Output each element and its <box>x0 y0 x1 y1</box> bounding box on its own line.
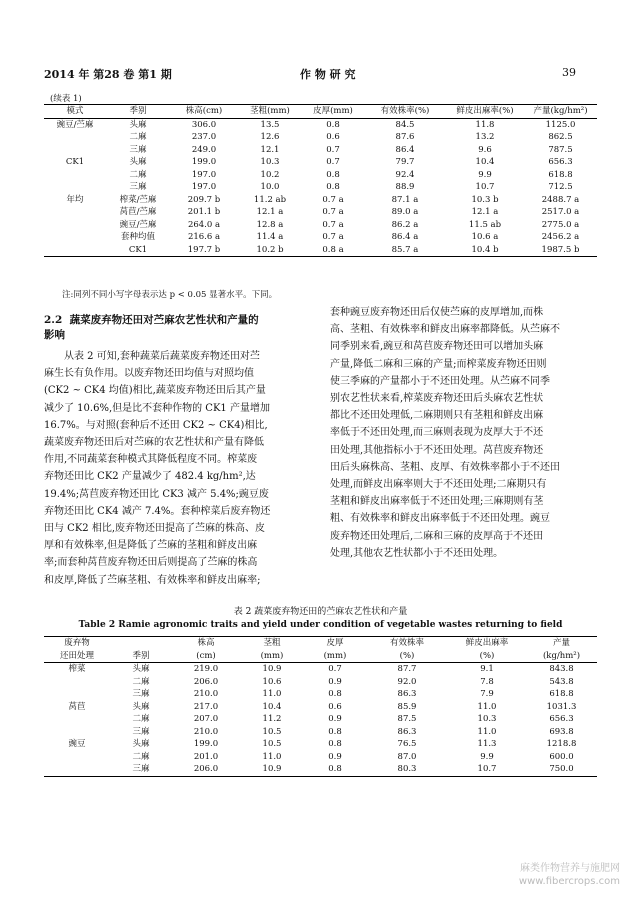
table2-header-cell <box>110 637 172 650</box>
table2-cell: 86.3 <box>397 689 417 699</box>
table2-cell: 206.0 <box>193 764 219 774</box>
table1-cell: 13.2 <box>475 132 495 142</box>
table2-cell: 豌豆 <box>68 739 86 749</box>
table2-cell: 10.5 <box>262 726 282 737</box>
table1-header-cell: 模式 <box>66 106 84 116</box>
table2-cell: 85.9 <box>397 701 417 712</box>
table-row <box>44 118 597 131</box>
table1-cell: 9.9 <box>478 169 492 180</box>
table1-header-cell: 有效株率(%) <box>380 106 430 116</box>
table1-cell: 712.5 <box>548 182 573 192</box>
table2-cell: 三麻 <box>132 764 150 774</box>
table2-cell: 199.0 <box>193 739 219 749</box>
table2-cell: 三麻 <box>132 726 150 737</box>
table2-cell: 7.9 <box>480 689 494 699</box>
journal-title: 作 物 研 究 <box>300 68 356 81</box>
table1-cell: 头麻 <box>129 157 147 167</box>
table-row <box>44 194 597 207</box>
table2 <box>44 636 597 777</box>
table1-cell: 656.3 <box>548 157 573 167</box>
section-number: 2.2 <box>44 314 63 326</box>
text-line: 废弃物还田处理后,二麻和三麻的皮厚高于不还田 <box>330 530 544 542</box>
table1-cell: 榨菜/苎麻 <box>119 194 157 205</box>
table-row <box>44 144 597 157</box>
text-line: 套种豌豆废弃物还田后仅使苎麻的皮厚增加,而株 <box>330 307 544 318</box>
table2-cell: 0.8 <box>328 689 342 699</box>
table1-cell: 年均 <box>66 194 84 205</box>
table1-header-cell: 茎粗(mm) <box>250 106 290 116</box>
table1-cell: 0.7 a <box>322 219 344 230</box>
table1-cell: 84.5 <box>395 119 415 130</box>
table1-cell: 10.4 <box>475 157 495 167</box>
table2-cell: 750.0 <box>549 764 574 774</box>
table1-cell: 0.7 <box>326 144 340 155</box>
table1-cell <box>44 244 106 257</box>
table1-cell: 10.4 b <box>471 244 499 255</box>
table-row <box>44 701 597 714</box>
text-line: (CK2 ~ CK4 均值)相比,蔬菜废弃物还田后其产量 <box>44 385 266 397</box>
table2-header-cell: 茎粗 <box>263 638 281 648</box>
table1-cell: 12.6 <box>260 132 280 142</box>
text-line: 产量,降低二麻和三麻的产量;而榨菜废弃物还田则 <box>330 358 547 370</box>
table1-cell: 11.5 ab <box>468 219 502 230</box>
table2-cell: 0.8 <box>328 739 342 749</box>
table2-cell: 头麻 <box>132 664 150 674</box>
table2-cell: 219.0 <box>193 664 219 674</box>
table1-cell: 197.0 <box>191 182 217 192</box>
table1-cell: 306.0 <box>191 119 217 130</box>
table1-cell: 12.1 <box>260 144 280 155</box>
table1-cell: 2488.7 a <box>541 194 580 205</box>
table1-header-cell: 产量(kg/hm²) <box>533 106 588 116</box>
table2-header-cell: 鲜皮出麻率 <box>465 638 509 648</box>
watermark <box>420 862 620 888</box>
table2-header-cell: 季别 <box>132 650 150 661</box>
table2-cell: 11.0 <box>477 726 497 737</box>
table2-cell: 843.8 <box>549 664 574 674</box>
table1-cell: 86.2 a <box>391 219 419 230</box>
table1-cell: 89.0 a <box>391 207 419 217</box>
table-row <box>44 181 597 194</box>
table2-cell: 80.3 <box>397 764 417 774</box>
table2-cell: 二麻 <box>132 676 150 687</box>
table2-cell: 三麻 <box>132 689 150 699</box>
table1-cell: 二麻 <box>129 169 147 180</box>
table1-cell: 0.8 <box>326 182 340 192</box>
watermark-line2: www.fibercrops.com <box>518 876 620 887</box>
table2-cell: 11.0 <box>262 689 282 699</box>
text-line: 作用,不同蔬菜套种模式其降低程度不同。榨菜废 <box>44 454 258 466</box>
table1-cell: 莴苣/苎麻 <box>119 207 157 217</box>
table2-cell: 87.5 <box>397 714 417 724</box>
text-line: 高、茎粗、有效株率和鲜皮出麻率都降低。从苎麻不 <box>330 324 560 336</box>
table1-cell: 10.2 b <box>256 244 284 255</box>
text-line: 从表 2 可知,套种蔬菜后蔬菜废弃物还田对苎 <box>64 351 260 362</box>
journal-issue: 2014 年 第28 卷 第1 期 <box>44 68 172 81</box>
table-row <box>44 688 597 701</box>
table1-cell: 618.8 <box>548 169 573 180</box>
table2-cell: 11.2 <box>262 714 282 724</box>
table2-cell: 0.9 <box>328 676 342 687</box>
table1-cell: 二麻 <box>129 132 147 142</box>
table2-cell: 11.3 <box>477 739 497 749</box>
table2-cell: 210.0 <box>193 689 219 699</box>
text-line: 都比不还田处理低,二麻期则只有茎粗和鲜皮出麻 <box>330 410 544 422</box>
table2-cell: 0.7 <box>328 664 342 674</box>
table-row <box>44 131 597 144</box>
table1-cell: 10.3 <box>260 157 280 167</box>
table1-cell: 2517.0 a <box>541 207 580 217</box>
table1-cell <box>44 169 106 182</box>
table2-cell: 1218.8 <box>546 739 577 749</box>
table1-header-cell: 季别 <box>129 106 147 116</box>
text-line: 使三季麻的产量都小于不还田处理。从苎麻不同季 <box>330 375 550 387</box>
table2-cell: 206.0 <box>193 676 219 687</box>
table2-cell: 榨菜 <box>68 664 86 674</box>
table2-cell: 10.9 <box>262 764 282 774</box>
table2-cell <box>44 688 110 701</box>
text-line: 田后头麻株高、茎粗、皮厚、有效株率都小于不还田 <box>330 461 560 473</box>
table1-cell <box>44 144 106 157</box>
watermark-line1: 麻类作物营养与施肥网 <box>520 863 620 874</box>
table2-cell: 656.3 <box>549 714 574 724</box>
table-row <box>44 156 597 169</box>
table-row <box>44 206 597 219</box>
table1-cell: 0.7 <box>326 157 340 167</box>
table2-header-cell: 产量 <box>552 638 570 648</box>
table1-cell: 92.4 <box>395 169 415 180</box>
table2-header-cell: (%) <box>399 650 415 661</box>
table1-cell: 9.6 <box>478 144 492 155</box>
table2-cell: 693.8 <box>549 726 574 737</box>
table2-cell: 87.0 <box>397 751 417 762</box>
table-row <box>44 219 597 232</box>
table1-cell: 豌豆/苎麻 <box>56 119 94 130</box>
table1 <box>44 104 597 257</box>
table1-cell: 0.7 a <box>322 207 344 217</box>
table1-cell: 79.7 <box>395 157 415 167</box>
text-line: 处理,而鲜皮出麻率则大于不还田处理;二麻期只有 <box>330 479 547 491</box>
table2-cell: 87.7 <box>397 664 417 674</box>
table2-cell: 10.7 <box>477 764 497 774</box>
table2-header-cell: 皮厚 <box>326 638 344 648</box>
table2-cell <box>44 713 110 726</box>
table2-cell: 0.8 <box>328 764 342 774</box>
table1-cell: 三麻 <box>129 144 147 155</box>
table1-continued-label: (续表 1) <box>50 94 82 104</box>
table2-cell: 86.3 <box>397 726 417 737</box>
table1-cell: 0.8 <box>326 119 340 130</box>
table1-cell: 10.2 <box>260 169 280 180</box>
table1-cell: 11.2 ab <box>253 194 287 205</box>
table1-cell: 87.1 a <box>391 194 419 205</box>
table1-cell: 10.6 a <box>471 232 499 242</box>
table1-cell <box>44 181 106 194</box>
table-row <box>44 751 597 764</box>
table2-cell: 618.8 <box>549 689 574 699</box>
table1-cell <box>44 219 106 232</box>
text-line: 弃物还田比 CK2 产量减少了 482.4 kg/hm²,达 <box>44 471 256 483</box>
table1-cell: 10.3 b <box>471 194 499 205</box>
table1-cell: CK1 <box>65 157 85 167</box>
table2-header-cell: 有效株率 <box>389 638 424 648</box>
table-row <box>44 231 597 244</box>
table1-cell: 201.1 b <box>187 207 221 217</box>
text-line: 弃物还田比 CK4 减产 7.4%。套种榨菜后废弃物还 <box>44 505 271 517</box>
table-row <box>44 169 597 182</box>
table2-cell <box>44 676 110 689</box>
table1-cell: 216.6 a <box>187 232 221 242</box>
right-column-text <box>330 304 598 562</box>
text-line: 别农艺性状来看,榨菜废弃物还田后头麻农艺性状 <box>330 393 544 405</box>
table2-caption-en: Table 2 Ramie agronomic traits and yield under condition of vegetable wastes returning to field <box>78 620 563 630</box>
text-line: 16.7%。与对照(套种后不还田 CK2 ~ CK4)相比, <box>44 419 268 431</box>
table1-cell: 197.7 b <box>187 244 221 255</box>
table1-cell: 套种均值 <box>120 232 155 242</box>
table-row <box>44 763 597 776</box>
table2-cell: 9.9 <box>480 751 494 762</box>
table2-cell: 二麻 <box>132 714 150 724</box>
text-line: 蔬菜废弃物还田后对苎麻的农艺性状和产量有降低 <box>44 437 264 449</box>
table1-cell: 237.0 <box>191 132 217 142</box>
table2-cell: 0.6 <box>328 701 342 712</box>
text-line: 率低于不还田处理,而三麻则表现为皮厚大于不还 <box>330 427 544 439</box>
text-line: 田处理,其他指标小于不还田处理。莴苣废弃物还 <box>330 444 544 456</box>
table2-cell <box>44 763 110 776</box>
left-column-text <box>44 348 316 589</box>
table2-header-cell: (mm) <box>323 650 347 661</box>
table1-cell: 0.6 <box>326 132 340 142</box>
table2-cell: 1031.3 <box>546 701 577 712</box>
table-row <box>44 676 597 689</box>
table2-cell: 207.0 <box>193 714 219 724</box>
table-row <box>44 726 597 739</box>
text-line: 麻生长有负作用。以废弃物还田均值与对照均值 <box>44 368 254 380</box>
table-row <box>44 738 597 751</box>
text-line: 田与 CK2 相比,废弃物还田提高了苎麻的株高、皮 <box>44 523 266 535</box>
table2-cell: 头麻 <box>132 739 150 749</box>
table1-cell: 13.5 <box>260 119 280 130</box>
table2-cell: 头麻 <box>132 701 150 712</box>
table2-cell: 10.5 <box>262 739 282 749</box>
table2-cell: 92.0 <box>397 676 417 687</box>
table-row <box>44 713 597 726</box>
table1-cell <box>44 206 106 219</box>
table1-cell <box>44 231 106 244</box>
text-line: 率;而套种莴苣废弃物还田后则提高了苎麻的株高 <box>44 557 258 569</box>
table2-cell: 0.9 <box>328 751 342 762</box>
text-line: 减少了 10.6%,但是比不套种作物的 CK1 产量增加 <box>44 402 270 414</box>
table2-cell: 10.3 <box>477 714 497 724</box>
table1-header-cell: 株高(cm) <box>185 106 223 116</box>
text-line: 厚和有效株率,但是降低了苎麻的茎粗和鲜皮出麻 <box>44 540 258 552</box>
table2-cell: 10.6 <box>262 676 282 687</box>
table1-cell: 264.0 a <box>187 219 221 230</box>
section-title-line1: 蔬菜废弃物还田对苎麻农艺性状和产量的 <box>69 314 259 326</box>
text-line: 和皮厚,降低了苎麻茎粗、有效株率和鲜皮出麻率; <box>44 574 261 586</box>
table1-cell: 11.4 a <box>256 232 284 242</box>
table2-cell: 0.9 <box>328 714 342 724</box>
table1-cell: 12.1 a <box>256 207 284 217</box>
table2-header-cell: 株高 <box>197 638 215 648</box>
page-number: 39 <box>562 66 576 79</box>
table1-header-cell: 皮厚(mm) <box>313 106 353 116</box>
table2-cell <box>44 751 110 764</box>
table1-cell: 0.8 a <box>322 244 344 255</box>
table1-cell: 11.8 <box>475 119 495 130</box>
text-line: 19.4%;莴苣废弃物还田比 CK3 减产 5.4%;豌豆废 <box>44 488 269 500</box>
table1-cell: 199.0 <box>191 157 217 167</box>
table1-header-cell: 鲜皮出麻率(%) <box>456 106 514 116</box>
table1-cell: 85.7 a <box>391 244 419 255</box>
table2-header-cell: 废弃物 <box>64 638 90 648</box>
table1-cell: 1987.5 b <box>541 244 580 255</box>
table1-cell: 86.4 a <box>391 232 419 242</box>
table2-cell: 7.8 <box>480 676 494 687</box>
table1-cell: 197.0 <box>191 169 217 180</box>
table1-cell: 2456.2 a <box>541 232 580 242</box>
table2-cell: 201.0 <box>193 751 219 762</box>
table1-cell: 三麻 <box>129 182 147 192</box>
section-title-line2: 影响 <box>44 329 65 341</box>
table2-header-cell: (cm) <box>196 650 216 661</box>
table2-cell: 11.0 <box>477 701 497 712</box>
table1-cell: CK1 <box>128 244 148 255</box>
table2-header-cell: (kg/hm²) <box>542 650 581 661</box>
table1-cell: 0.7 a <box>322 194 344 205</box>
table1-cell <box>44 131 106 144</box>
table1-cell: 豌豆/苎麻 <box>119 219 157 230</box>
section-heading <box>44 313 316 343</box>
table2-cell: 543.8 <box>549 676 574 687</box>
text-line: 同季别来看,豌豆和莴苣废弃物还田可以增加头麻 <box>330 341 544 353</box>
table2-cell: 9.1 <box>480 664 494 674</box>
table2-header-cell: 还田处理 <box>59 650 94 661</box>
table1-cell: 头麻 <box>129 119 147 130</box>
table1-cell: 862.5 <box>548 132 573 142</box>
table1-cell: 787.5 <box>548 144 573 155</box>
table1-cell: 249.0 <box>191 144 217 155</box>
table1-cell: 1125.0 <box>545 119 576 130</box>
text-line: 处理,其他农艺性状都小于不还田处理。 <box>330 547 504 559</box>
table2-cell: 217.0 <box>193 701 219 712</box>
table2-cell: 10.4 <box>262 701 282 712</box>
table1-cell: 10.7 <box>475 182 495 192</box>
table2-cell: 二麻 <box>132 751 150 762</box>
table1-cell: 10.0 <box>260 182 280 192</box>
table2-cell: 10.9 <box>262 664 282 674</box>
table2-cell: 600.0 <box>549 751 574 762</box>
text-line: 茎粗和鲜皮出麻率低于不还田处理;三麻期则有茎 <box>330 496 544 508</box>
table1-cell: 2775.0 a <box>541 219 580 230</box>
table1-cell: 0.7 a <box>322 232 344 242</box>
table2-header-cell: (mm) <box>260 650 284 661</box>
table-row <box>44 663 597 676</box>
table1-cell: 12.8 a <box>256 219 284 230</box>
table2-cell: 莴苣 <box>68 701 86 712</box>
table1-cell: 88.9 <box>395 182 415 192</box>
table2-cell: 210.0 <box>193 726 219 737</box>
table1-cell: 0.8 <box>326 169 340 180</box>
table2-cell: 76.5 <box>397 739 417 749</box>
table1-cell: 86.4 <box>395 144 415 155</box>
text-line: 粗、有效株率和鲜皮出麻率低于不还田处理。豌豆 <box>330 513 550 525</box>
table2-header-cell: (%) <box>479 650 495 661</box>
table1-cell: 12.1 a <box>471 207 499 217</box>
table1-cell: 87.6 <box>395 132 415 142</box>
table2-cell <box>44 726 110 739</box>
table-row <box>44 244 597 257</box>
table1-cell: 209.7 b <box>187 194 221 205</box>
table2-cell: 0.8 <box>328 726 342 737</box>
table1-note: 注:同列不同小写字母表示达 p < 0.05 显著水平。下同。 <box>62 290 278 300</box>
table2-cell: 11.0 <box>262 751 282 762</box>
table2-caption-cn: 表 2 蔬菜废弃物还田的苎麻农艺性状和产量 <box>233 607 408 617</box>
